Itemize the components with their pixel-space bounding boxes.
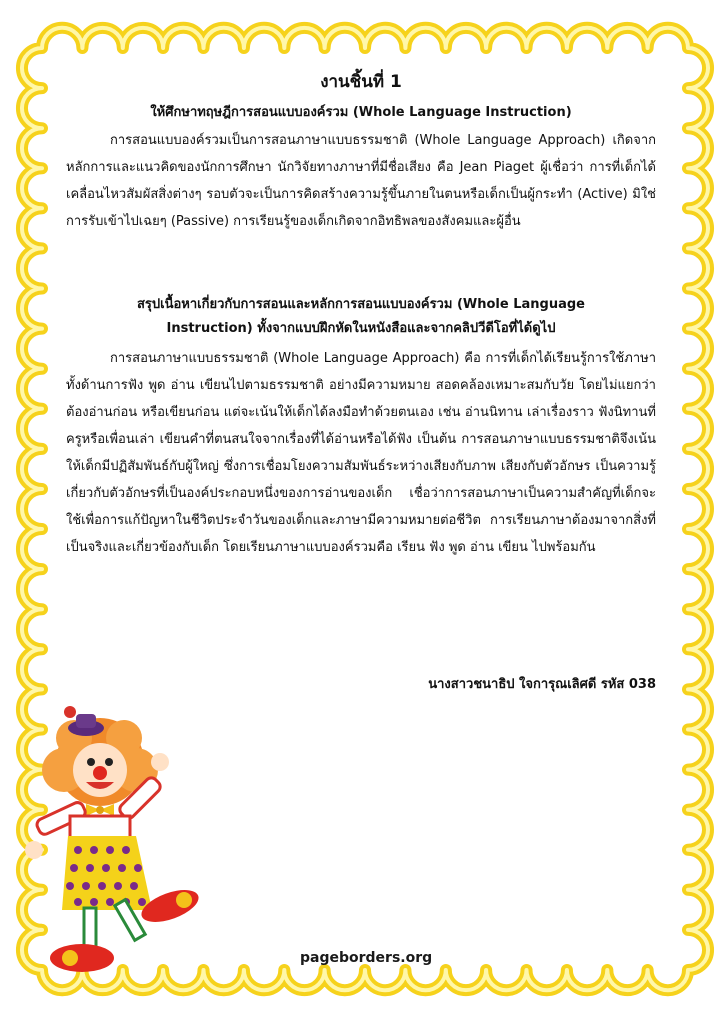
paragraph-2: การสอนภาษาแบบธรรมชาติ (Whole Language Approach) คือ การที่เด็กได้เรียนรู้การใช้ภาษาทั้งด้านการฟัง พูด อ่าน เขียนไปตามธรรมชาติ อย่างมีความหมาย สอดคล้องเหมาะสมกับวัย โดยไม่แยกว่าต้องอ่านก่อน หรือเขียนก่อน แต่จะเน้นให้เด็กได้ลงมือทำด้วยตนเอง เช่น อ่านนิทาน เล่าเรื่องราว ฟังนิทานที่ครูหรือเพื่อนเล่า เขียนคำที่ตนสนใจจากเรื่องที่ได้อ่านหรือได้ฟัง เป็นต้น การสอนภาษาแบบธรรมชาติจึงเน้นให้เด็กมีปฏิสัมพันธ์กับผู้ใหญ่ ซึ่งการเชื่อมโยงความสัมพันธ์ระหว่างเสียงกับภาพ เสียงกับตัวอักษร เป็นความรู้เกี่ยวกับตัวอักษรที่เป็นองค์ประกอบหนึ่งของการอ่านของเด็ก เชื่อว่าการสอนภาษาเป็นความสำคัญที่เด็กจะใช้เพื่อการแก้ปัญหาในชีวิตประจำวันของเด็กและภาษามีความหมายต่อชีวิต การเรียนภาษาต้องมาจากสิ่งที่เป็นจริงและเกี่ยวข้องกับเด็ก โดยเรียนภาษาแบบองค์รวมคือ เรียน ฟัง พูด อ่าน เขียน ไปพร้อมกัน xyxy=(66,351,656,555)
clown-illustration xyxy=(12,700,242,990)
section-heading-2-line-2: Instruction) ทั้งจากแบบฝึกหัดในหนังสือและจากคลิปวีดีโอที่ได้ดูไป xyxy=(166,321,556,336)
page-title: งานชิ้นที่ 1 xyxy=(320,72,402,92)
section-heading-2 xyxy=(0,293,722,341)
pageborders-credit: pageborders.org xyxy=(300,950,433,966)
paragraph-1: การสอนแบบองค์รวมเป็นการสอนภาษาแบบธรรมชาติ (Whole Language Approach) เกิดจากหลักการและแนวคิดของนักการศึกษา นักวิจัยทางภาษาที่มีชื่อเสียง คือ Jean Piaget ผู้เชื่อว่า การที่เด็กได้เคลื่อนไหวสัมผัสสิ่งต่างๆ รอบตัวจะเป็นการคิดสร้างความรู้ขึ้นภายในตนหรือเด็กเป็นผู้กระทำ (Active) มิใช่การรับเข้าไปเฉยๆ (Passive) การเรียนรู้ของเด็กเกิดจากอิทธิพลของสังคมและผู้อื่น xyxy=(66,133,656,229)
section-heading-1: ให้ศึกษาทฤษฎีการสอนแบบองค์รวม (Whole Language Instruction) xyxy=(150,105,572,120)
section-heading-2-line-1: สรุปเนื้อหาเกี่ยวกับการสอนและหลักการสอนแบบองค์รวม (Whole Language xyxy=(137,297,585,312)
author-signature: นางสาวชนาธิป ใจการุณเลิศดี รหัส 038 xyxy=(428,677,656,692)
